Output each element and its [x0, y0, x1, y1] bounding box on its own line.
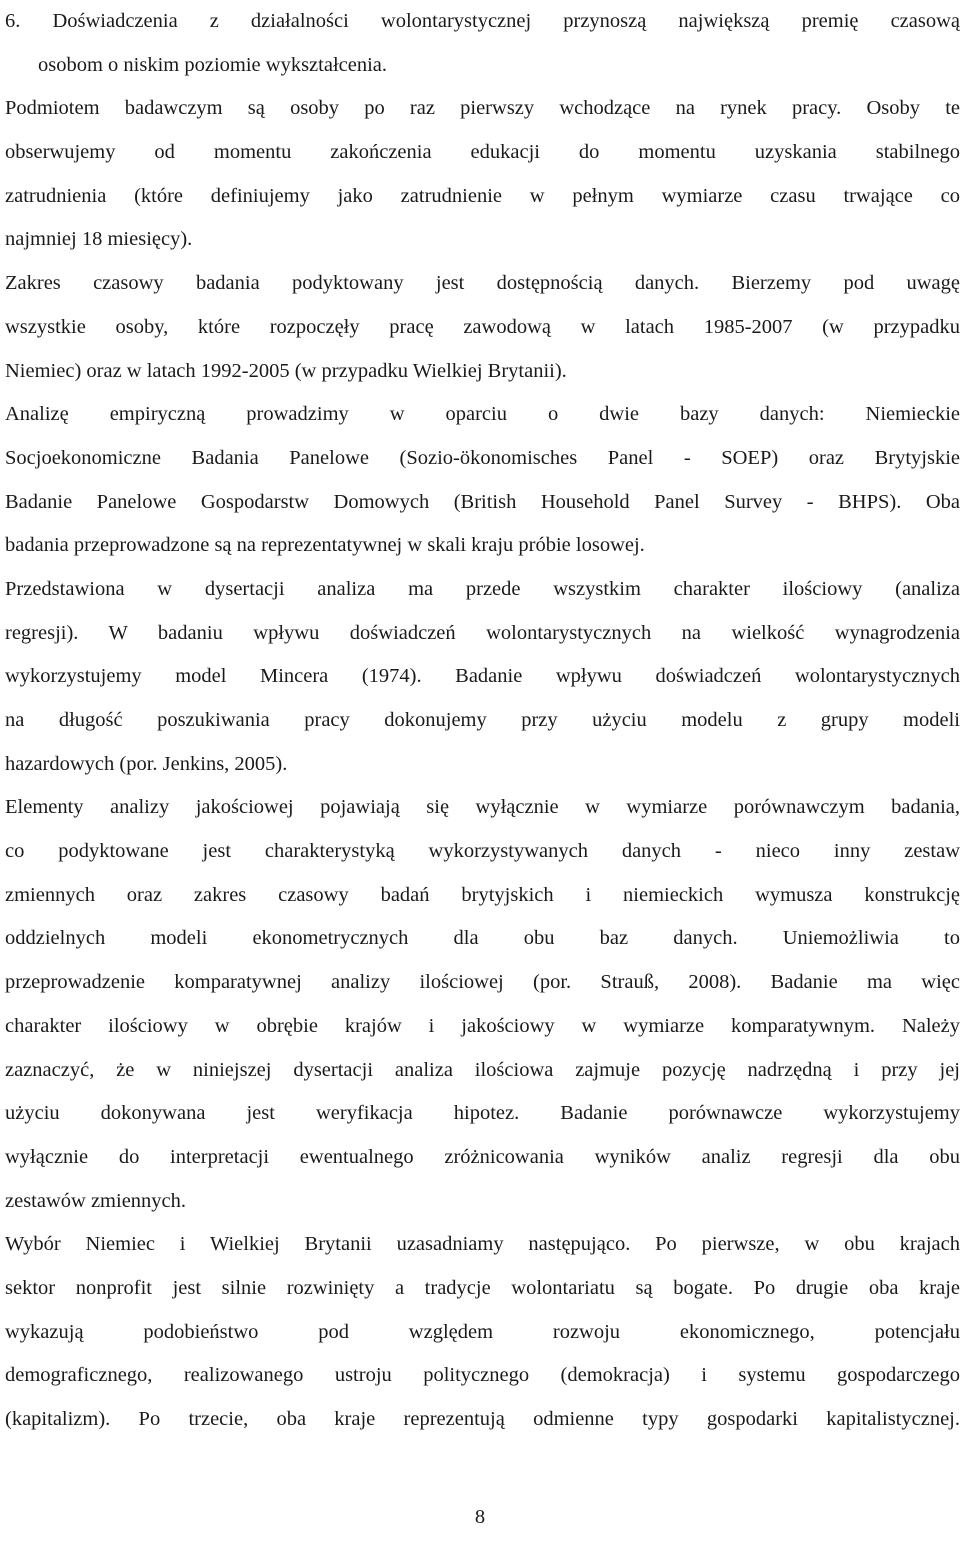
paragraph-study-subject [5, 87, 960, 262]
text-line: badania przeprowadzone są na reprezentatywnej w skali kraju próbie losowej. [5, 534, 645, 557]
text-line: Wybór Niemiec i Wielkiej Brytanii uzasadniamy następująco. Po pierwsze, w obu krajach [5, 1233, 960, 1256]
text-line: osobom o niskim poziomie wykształcenia. [38, 53, 388, 76]
text-line: 6. Doświadczenia z działalności wolontarystycznej przynoszą największą premię czasową [5, 10, 960, 32]
paragraph-country-choice [5, 1223, 960, 1441]
text-line: demograficznego, realizowanego ustroju politycznego (demokracja) i systemu gospodarczego [5, 1364, 960, 1387]
text-line: (kapitalizm). Po trzecie, oba kraje reprezentują odmienne typy gospodarki kapitalistycznej. [5, 1408, 960, 1430]
text-line: wyłącznie do interpretacji ewentualnego zróżnicowania wyników analiz regresji dla obu [5, 1145, 960, 1168]
document-page [5, 0, 960, 1442]
text-line: zatrudnienia (które definiujemy jako zatrudnienie w pełnym wymiarze czasu trwające co [5, 184, 960, 207]
paragraph-analysis-method [5, 568, 960, 786]
text-line: najmniej 18 miesięcy). [5, 228, 193, 251]
text-line: co podyktowane jest charakterystyką wykorzystywanych danych - nieco inny zestaw [5, 840, 960, 863]
text-line: Elementy analizy jakościowej pojawiają się wyłącznie w wymiarze porównawczym badania, [5, 796, 960, 819]
text-line: Przedstawiona w dysertacji analiza ma przede wszystkim charakter ilościowy (analiza [5, 577, 960, 600]
paragraph-time-scope [5, 262, 960, 393]
text-line: wykorzystujemy model Mincera (1974). Badanie wpływu doświadczeń wolontarystycznych [5, 665, 960, 688]
text-line: Podmiotem badawczym są osoby po raz pierwszy wchodzące na rynek pracy. Osoby te [5, 97, 960, 120]
text-line: Badanie Panelowe Gospodarstw Domowych (British Household Panel Survey - BHPS). Oba [5, 490, 960, 513]
paragraph-qualitative-elements [5, 786, 960, 1223]
text-line: regresji). W badaniu wpływu doświadczeń wolontarystycznych na wielkość wynagrodzenia [5, 621, 960, 644]
text-line: zmiennych oraz zakres czasowy badań brytyjskich i niemieckich wymusza konstrukcję [5, 883, 960, 906]
text-line: Niemiec) oraz w latach 1992-2005 (w przypadku Wielkiej Brytanii). [5, 359, 567, 382]
text-line: Zakres czasowy badania podyktowany jest dostępnością danych. Bierzemy pod uwagę [5, 272, 960, 295]
text-line: hazardowych (por. Jenkins, 2005). [5, 752, 288, 775]
text-line: Analizę empiryczną prowadzimy w oparciu o dwie bazy danych: Niemieckie [5, 403, 960, 426]
text-line: zestawów zmiennych. [5, 1189, 187, 1212]
list-item-6 [5, 0, 960, 87]
text-line: wszystkie osoby, które rozpoczęły pracę zawodową w latach 1985-2007 (w przypadku [5, 315, 960, 338]
paragraph-data-sources [5, 393, 960, 568]
text-line: Socjoekonomiczne Badania Panelowe (Sozio-ökonomisches Panel - SOEP) oraz Brytyjskie [5, 446, 960, 469]
text-line: użyciu dokonywana jest weryfikacja hipotez. Badanie porównawcze wykorzystujemy [5, 1102, 960, 1125]
text-line: obserwujemy od momentu zakończenia edukacji do momentu uzyskania stabilnego [5, 141, 960, 164]
text-line: sektor nonprofit jest silnie rozwinięty a tradycje wolontariatu są bogate. Po drugie oba kraje [5, 1276, 960, 1299]
text-line: wykazują podobieństwo pod względem rozwoju ekonomicznego, potencjału [5, 1320, 960, 1343]
text-line: charakter ilościowy w obrębie krajów i jakościowy w wymiarze komparatywnym. Należy [5, 1014, 960, 1037]
text-line: na długość poszukiwania pracy dokonujemy przy użyciu modelu z grupy modeli [5, 709, 960, 731]
text-line: oddzielnych modeli ekonometrycznych dla obu baz danych. Uniemożliwia to [5, 927, 960, 950]
text-line: zaznaczyć, że w niniejszej dysertacji analiza ilościowa zajmuje pozycję nadrzędną i przy jej [5, 1058, 960, 1081]
text-line: przeprowadzenie komparatywnej analizy ilościowej (por. Strauß, 2008). Badanie ma więc [5, 971, 960, 994]
page-number: 8 [474, 1506, 486, 1528]
